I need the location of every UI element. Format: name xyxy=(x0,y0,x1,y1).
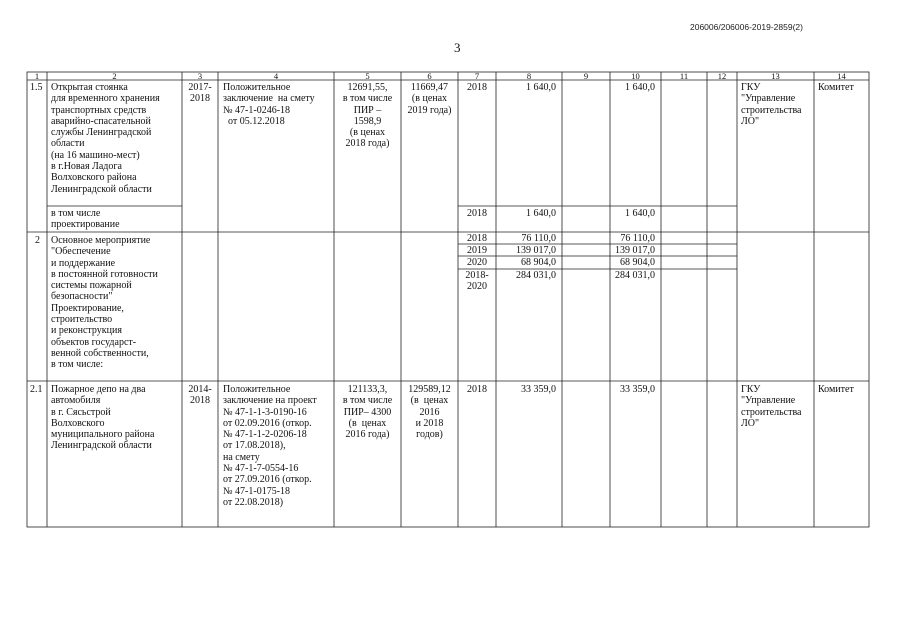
row-1-5-sub-col8: 1 640,0 xyxy=(526,208,556,219)
row-2-col10-1: 76 110,0 xyxy=(620,233,655,244)
row-2-1-col8-value: 33 359,0 xyxy=(521,384,556,395)
header-col-12: 12 xyxy=(717,71,727,81)
header-col-1: 1 xyxy=(34,71,40,81)
header-col-10: 10 xyxy=(631,71,640,81)
row-2-1-year: 2018 xyxy=(467,384,487,395)
row-1-5-conclusion: Положительное заключение на смету № 47-1-0246-18 от 05.12.2018 xyxy=(223,82,315,127)
row-1-5-sub-label: в том числе проектирование xyxy=(51,208,120,231)
header-col-7: 7 xyxy=(474,71,480,81)
row-2-1-number: 2.1 xyxy=(30,384,43,395)
header-col-9: 9 xyxy=(583,71,589,81)
row-2-1-years: 2014- 2018 xyxy=(188,384,212,407)
header-col-5: 5 xyxy=(365,71,370,81)
row-1-5-col8-value: 1 640,0 xyxy=(526,82,556,93)
row-2-number: 2 xyxy=(35,235,40,246)
row-2-year-3: 2020 xyxy=(467,257,487,268)
row-2-col10-total: 284 031,0 xyxy=(615,270,655,281)
row-1-5-sub-col10: 1 640,0 xyxy=(625,208,655,219)
header-col-14: 14 xyxy=(837,71,846,81)
header-col-4: 4 xyxy=(273,71,279,81)
row-2-year-2: 2019 xyxy=(467,245,487,256)
header-col-13: 13 xyxy=(771,71,780,81)
header-col-11: 11 xyxy=(679,71,689,81)
row-2-col8-total: 284 031,0 xyxy=(516,270,556,281)
row-2-col8-2: 139 017,0 xyxy=(516,245,556,256)
row-2-year-1: 2018 xyxy=(467,233,487,244)
row-2-col10-3: 68 904,0 xyxy=(620,257,655,268)
header-col-3: 3 xyxy=(197,71,203,81)
header-col-2: 2 xyxy=(112,71,117,81)
row-2-1-conclusion: Положительное заключение на проект № 47-1-1-3-0190-16 от 02.09.2016 (откор. № 47-1-1-2-0206-18 от 17.08.2018), на смету № 47-1-7-0554-16 от 27.09.2016 (откор. № 47-1-0175-18 от 22.08.2018) xyxy=(223,384,317,508)
header-col-8: 8 xyxy=(526,71,532,81)
row-1-5-col10-value: 1 640,0 xyxy=(625,82,655,93)
row-2-1-executor: Комитет xyxy=(818,384,854,395)
row-2-1-name: Пожарное депо на два автомобиля в г. Сясьстрой Волховского муниципального района Ленинградской области xyxy=(51,384,155,452)
document-id: 206006/206006-2019-2859(2) xyxy=(690,22,803,32)
row-2-year-total: 2018- 2020 xyxy=(465,270,489,293)
program-table xyxy=(27,72,869,527)
row-2-col10-2: 139 017,0 xyxy=(615,245,655,256)
row-2-1-current-cost: 129589,12 (в ценах 2016 и 2018 годов) xyxy=(408,384,451,441)
row-1-5-current-cost: 11669,47 (в ценах 2019 года) xyxy=(407,82,452,116)
row-1-5-number: 1.5 xyxy=(30,82,43,93)
row-2-name: Основное мероприятие "Обеспечение и поддержание в постоянной готовности системы пожарной безопасности" Проектирование, строительство и реконструкция объектов государст- венной собственности, в том числе: xyxy=(51,235,158,371)
row-1-5-customer: ГКУ "Управление строительства ЛО" xyxy=(741,82,802,127)
row-1-5-estimated-cost: 12691,55, в том числе ПИР – 1598,9 (в ценах 2018 года) xyxy=(342,82,393,150)
row-1-5-years: 2017- 2018 xyxy=(188,82,212,105)
page-number: 3 xyxy=(454,40,461,55)
header-col-6: 6 xyxy=(427,71,432,81)
row-2-1-col10-value: 33 359,0 xyxy=(620,384,655,395)
row-1-5-executor: Комитет xyxy=(818,82,854,93)
row-2-col8-3: 68 904,0 xyxy=(521,257,556,268)
row-2-1-customer: ГКУ "Управление строительства ЛО" xyxy=(741,384,802,429)
row-2-1-estimated-cost: 121133,3, в том числе ПИР– 4300 (в ценах 2016 года) xyxy=(342,384,393,441)
row-1-5-sub-year: 2018 xyxy=(467,208,487,219)
row-2-col8-1: 76 110,0 xyxy=(521,233,556,244)
row-1-5-year: 2018 xyxy=(467,82,487,93)
row-1-5-name: Открытая стоянка для временного хранения транспортных средств аварийно-спасательной службы Ленинградской области (на 16 машино-мест) в г.Новая Ладога Волховского района Ленинградской области xyxy=(51,82,160,195)
